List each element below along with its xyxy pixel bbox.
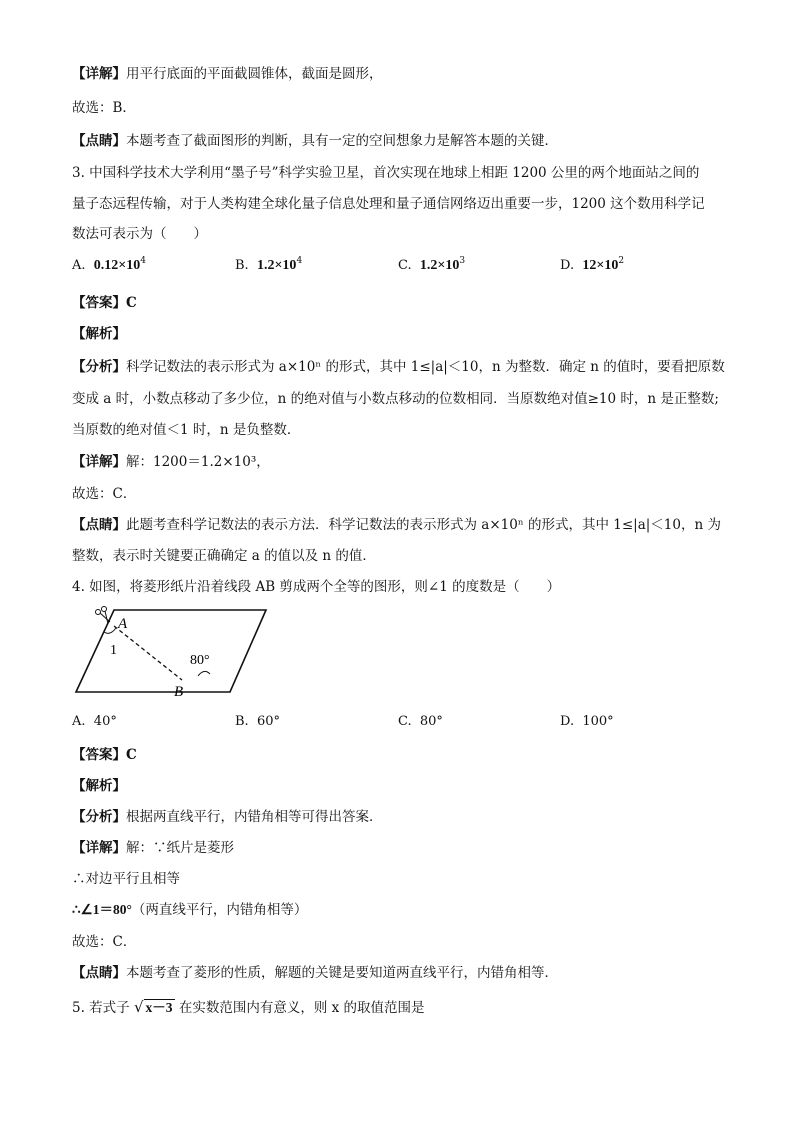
detail-tag: 【详解】: [72, 66, 126, 82]
label-80: 80°: [190, 653, 210, 668]
detail-tag: 【详解】: [72, 840, 126, 856]
q3-option-a: [72, 258, 146, 274]
q3-choose: 故选：C．: [72, 486, 137, 502]
note-text: 本题考查了菱形的性质，解题的关键是要知道两直线平行，内错角相等．: [126, 965, 558, 981]
option-letter: C.: [398, 714, 412, 729]
q5-radicand: x－3: [145, 1000, 173, 1015]
label-1: 1: [110, 643, 117, 658]
q3-stem-2: 量子态远程传输，对于人类构建全球化量子信息处理和量子通信网络迈出重要一步，1200 这个数用科学记: [72, 196, 705, 212]
q4-stem: 4. 如图，将菱形纸片沿着线段 AB 剪成两个全等的图形，则∠1 的度数是（ ）: [72, 579, 561, 595]
note-tag: 【点睛】: [72, 517, 126, 533]
q4-step-3: [72, 900, 307, 920]
option-exp: 4: [140, 256, 147, 266]
option-base: 12×10: [582, 258, 619, 273]
step-3-math: ∴∠1＝80°: [72, 902, 132, 917]
detail-text: 用平行底面的平面截圆锥体，截面是圆形，: [126, 66, 383, 82]
option-letter: A.: [72, 258, 86, 273]
option-letter: B.: [235, 714, 249, 729]
detail-text: 解：1200＝1.2×10³，: [126, 454, 270, 470]
q4-option-a: [72, 714, 117, 729]
q3-note-1: [72, 515, 721, 535]
option-text: 40°: [93, 714, 117, 729]
q4-analysis: 【解析】: [72, 778, 126, 794]
fenxi-tag: 【分析】: [72, 809, 126, 825]
q5-stem-pre: 5. 若式子: [72, 1000, 130, 1016]
option-exp: 3: [459, 256, 466, 266]
fenxi-text: 科学记数法的表示形式为 a×10ⁿ 的形式，其中 1≤|a|＜10，n 为整数．确定 n 的值时，要看把原数: [126, 359, 725, 375]
q3-fenxi-3: 当原数的绝对值＜1 时，n 是负整数．: [72, 422, 301, 438]
q2-choose: 故选：B．: [72, 100, 136, 116]
q4-detail-line: [72, 838, 234, 858]
q5-stem-post: 在实数范围内有意义，则 x 的取值范围是: [178, 1000, 425, 1016]
sqrt-icon: √: [133, 998, 144, 1016]
q4-option-c: [398, 714, 443, 729]
fenxi-text: 根据两直线平行，内错角相等可得出答案．: [126, 809, 383, 825]
q2-note-line: [72, 131, 558, 151]
q3-fenxi-1: [72, 357, 725, 377]
q3-answer: 【答案】C: [72, 295, 137, 311]
q4-answer: 【答案】C: [72, 747, 137, 763]
scissors-icon: [96, 607, 111, 625]
option-text: 60°: [256, 714, 280, 729]
q3-stem-1: 3. 中国科学技术大学利用“墨子号”科学实验卫星，首次实现在地球上相距 1200 公里的两个地面站之间的: [72, 165, 700, 181]
note-text: 此题考查科学记数法的表示方法．科学记数法的表示形式为 a×10ⁿ 的形式，其中 1≤|a|＜10，n 为: [126, 517, 721, 533]
q3-stem-3: 数法可表示为（ ）: [72, 226, 207, 242]
option-base: 1.2×10: [256, 258, 297, 273]
option-base: 1.2×10: [419, 258, 460, 273]
q4-step-2: ∴对边平行且相等: [72, 871, 180, 887]
note-text: 本题考查了截面图形的判断，具有一定的空间想象力是解答本题的关键．: [126, 133, 558, 149]
q3-analysis: 【解析】: [72, 326, 126, 342]
option-letter: B.: [235, 258, 249, 273]
q4-option-d: [560, 714, 614, 729]
q2-detail-line: [72, 64, 383, 84]
q4-choose: 故选：C．: [72, 934, 137, 950]
option-text: 100°: [582, 714, 614, 729]
q4-note-line: [72, 963, 558, 983]
note-tag: 【点睛】: [72, 965, 126, 981]
option-letter: D.: [560, 258, 575, 273]
q3-option-b: [235, 258, 302, 274]
q3-note-2: 整数，表示时关键要正确确定 a 的值以及 n 的值．: [72, 548, 376, 564]
note-tag: 【点睛】: [72, 133, 126, 149]
q4-option-b: [235, 714, 280, 729]
q3-option-c: [398, 258, 465, 274]
label-b: B: [174, 684, 184, 700]
rhombus-figure: [70, 606, 270, 702]
q5-stem: [72, 997, 425, 1018]
detail-tag: 【详解】: [72, 454, 126, 470]
detail-text: 解：∵纸片是菱形: [126, 840, 234, 856]
option-text: 80°: [419, 714, 443, 729]
q3-fenxi-2: 变成 a 时，小数点移动了多少位，n 的绝对值与小数点移动的位数相同．当原数绝对值≥10 时，n 是正整数;: [72, 391, 719, 407]
rhombus-outline: [76, 610, 266, 692]
option-letter: C.: [398, 258, 412, 273]
option-letter: A.: [72, 714, 86, 729]
option-exp: 2: [618, 256, 625, 266]
fenxi-tag: 【分析】: [72, 359, 126, 375]
label-a: A: [118, 616, 128, 632]
option-letter: D.: [560, 714, 575, 729]
q4-fenxi: [72, 807, 383, 827]
option-exp: 4: [296, 256, 303, 266]
option-base: 0.12×10: [93, 258, 141, 273]
cut-line-ab: [114, 626, 182, 680]
angle-80-arc: [198, 671, 210, 676]
step-3-reason: （两直线平行，内错角相等）: [131, 902, 308, 918]
q3-option-d: [560, 258, 624, 274]
q3-detail-line: [72, 452, 270, 472]
